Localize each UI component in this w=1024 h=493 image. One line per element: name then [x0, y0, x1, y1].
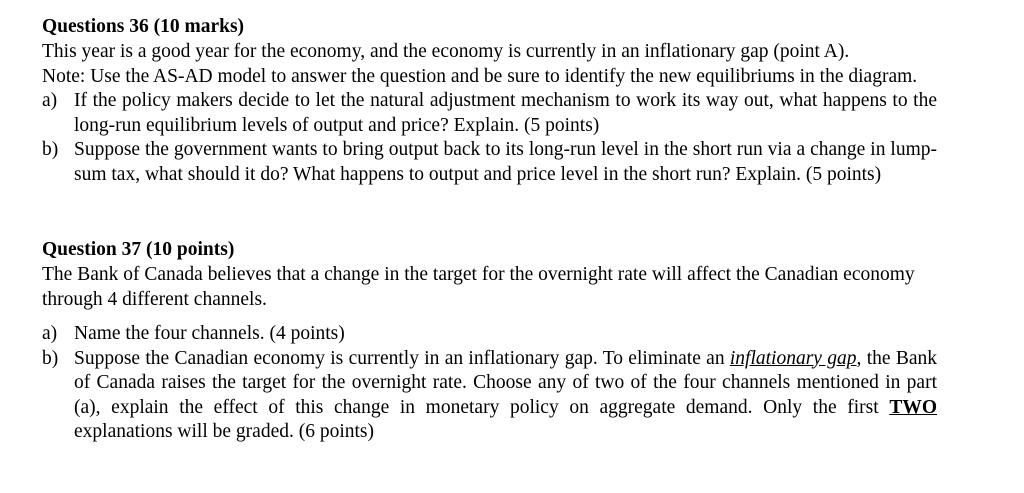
- part-text-segment: explanations will be graded. (6 points): [74, 421, 375, 442]
- question-36-section: [42, 14, 1017, 187]
- part-text: [74, 347, 1017, 445]
- question-sheet: [42, 14, 1017, 445]
- part-text: Suppose the government wants to bring output back to its long-run level in the short run via a change in lump-sum tax, what should it do? What happens to output and price level in the short run? Explain. (5 points): [74, 139, 937, 185]
- question-37-title: Question 37 (10 points): [42, 239, 235, 260]
- part-label: b): [42, 139, 59, 160]
- strong-term: TWO: [889, 396, 937, 418]
- part-text-segment: , the Bank of Canada raises the target for the overnight rate. Choose any of two of the four channels mentioned in part (a), explain the effect of this change in monetary policy on aggregate demand. Only the first: [74, 347, 937, 418]
- question-36-intro: This year is a good year for the economy, and the economy is currently in an inflationary gap (point A).: [42, 41, 850, 62]
- question-36-part-b: [42, 138, 1017, 187]
- question-37-part-b: [42, 347, 1017, 445]
- question-37-intro: The Bank of Canada believes that a change in the target for the overnight rate will affect the Canadian economy through 4 different channels.: [42, 264, 915, 310]
- question-37-section: [42, 237, 1017, 445]
- emphasized-term: inflationary gap: [729, 347, 857, 369]
- part-text: Name the four channels. (4 points): [74, 323, 345, 344]
- question-36-note: Note: Use the AS-AD model to answer the question and be sure to identify the new equilibriums in the diagram.: [42, 65, 918, 87]
- part-label: a): [42, 90, 58, 111]
- section-spacer: [42, 187, 1017, 237]
- question-36-title: Questions 36 (10 marks): [42, 16, 245, 37]
- paragraph-spacer: [42, 312, 1017, 322]
- part-text-segment: Suppose the Canadian economy is currently in an inflationary gap. To eliminate an: [74, 347, 730, 369]
- question-36-part-a: [42, 89, 1017, 138]
- part-label: a): [42, 323, 58, 344]
- part-text: If the policy makers decide to let the natural adjustment mechanism to work its way out, what happens to the long-run equilibrium levels of output and price? Explain. (5 points): [74, 90, 937, 136]
- part-label: b): [42, 347, 59, 369]
- question-37-part-a: [42, 322, 1017, 347]
